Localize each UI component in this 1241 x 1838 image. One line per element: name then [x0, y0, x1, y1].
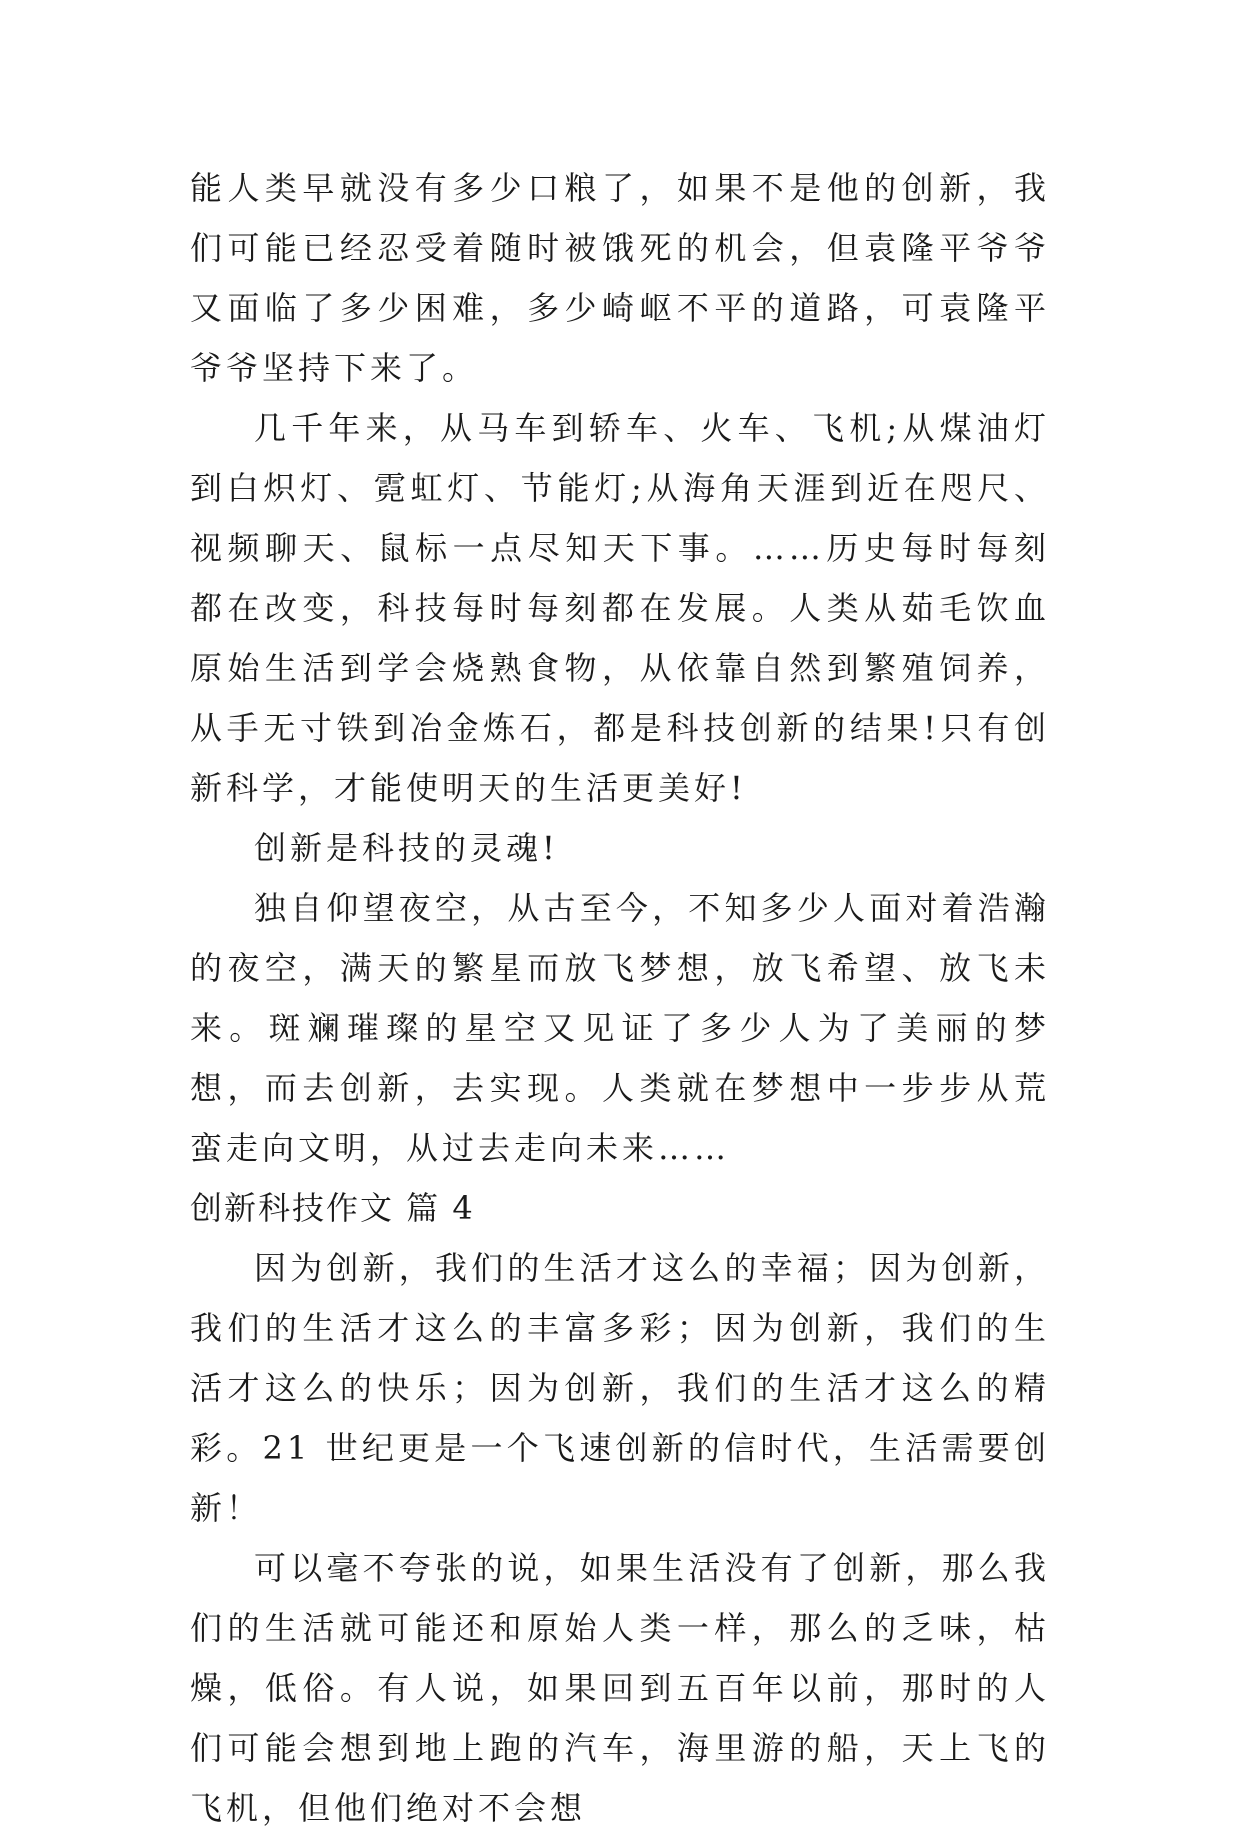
- paragraph-2: 几千年来，从马车到轿车、火车、飞机;从煤油灯到白炽灯、霓虹灯、节能灯;从海角天涯到近在咫尺、视频聊天、鼠标一点尽知天下事。……历史每时每刻都在改变，科技每时每刻都在发展。人类从茹毛饮血原始生活到学会烧熟食物，从依靠自然到繁殖饲养，从手无寸铁到冶金炼石，都是科技创新的结果!只有创新科学，才能使明天的生活更美好!: [190, 409, 1050, 807]
- paragraph-1: 能人类早就没有多少口粮了，如果不是他的创新，我们可能已经忍受着随时被饿死的机会，但袁隆平爷爷又面临了多少困难，多少崎岖不平的道路，可袁隆平爷爷坚持下来了。: [190, 169, 1050, 387]
- section-heading: 创新科技作文 篇 4: [190, 1189, 475, 1227]
- section-paragraph-1: 因为创新，我们的生活才这么的幸福；因为创新，我们的生活才这么的丰富多彩；因为创新，我们的生活才这么的快乐；因为创新，我们的生活才这么的精彩。21 世纪更是一个飞速创新的信时代，生活需要创新！: [190, 1249, 1050, 1527]
- section-paragraph-2: 可以毫不夸张的说，如果生活没有了创新，那么我们的生活就可能还和原始人类一样，那么的乏味，枯燥，低俗。有人说，如果回到五百年以前，那时的人们可能会想到地上跑的汽车，海里游的船，天上飞的飞机，但他们绝对不会想: [190, 1549, 1050, 1827]
- paragraph-3: 创新是科技的灵魂!: [254, 829, 559, 867]
- paragraph-4: 独自仰望夜空，从古至今，不知多少人面对着浩瀚的夜空，满天的繁星而放飞梦想，放飞希望、放飞未来。斑斓璀璨的星空又见证了多少人为了美丽的梦想，而去创新，去实现。人类就在梦想中一步步从荒蛮走向文明，从过去走向未来……: [190, 889, 1050, 1167]
- document-body: [190, 158, 1050, 1838]
